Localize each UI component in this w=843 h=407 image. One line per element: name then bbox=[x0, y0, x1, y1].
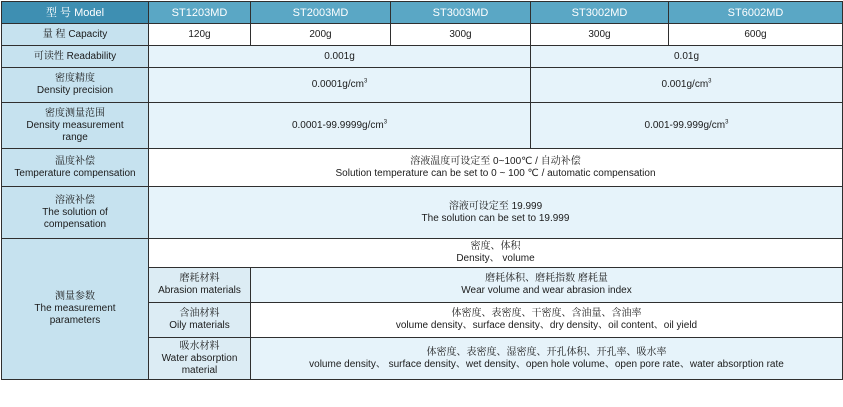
value-en: volume density、surface density、dry density、oil content、oil yield bbox=[395, 320, 698, 331]
label-en: compensation bbox=[43, 218, 107, 230]
capacity-value: 600g bbox=[669, 24, 843, 46]
capacity-value: 300g bbox=[531, 24, 669, 46]
model-cell: ST3002MD bbox=[531, 2, 669, 24]
capacity-label: 量 程 Capacity bbox=[2, 24, 149, 46]
spec-table bbox=[1, 1, 843, 380]
measurement-general-value bbox=[149, 239, 843, 268]
label-en: The measurement bbox=[34, 303, 116, 314]
solution-row bbox=[2, 187, 843, 239]
density-precision-row bbox=[2, 68, 843, 103]
measurement-label bbox=[2, 239, 149, 380]
readability-label: 可读性 Readability bbox=[2, 46, 149, 68]
density-range-value bbox=[149, 103, 531, 149]
label-en: Abrasion materials bbox=[158, 285, 241, 296]
capacity-value: 200g bbox=[251, 24, 391, 46]
label-en: range bbox=[62, 131, 88, 143]
superscript: 3 bbox=[725, 119, 729, 126]
water-absorption-label bbox=[149, 338, 251, 380]
value-cn: 磨耗体积、磨耗指数 磨耗量 bbox=[485, 273, 608, 284]
label-cn: 溶液补偿 bbox=[55, 194, 95, 206]
readability-row bbox=[2, 46, 843, 68]
value-text: 0.0001-99.9999g/cm bbox=[291, 119, 384, 131]
label-cn: 测量参数 bbox=[55, 291, 95, 302]
solution-value bbox=[149, 187, 843, 239]
capacity-value: 120g bbox=[149, 24, 251, 46]
value-en: volume density、 surface density、wet density、open hole volume、open pore rate、water absorption rate bbox=[309, 358, 784, 370]
value-cn: 溶液温度可设定至 0~100℃ / 自动补偿 bbox=[410, 155, 581, 167]
readability-value: 0.001g bbox=[149, 46, 531, 68]
superscript: 3 bbox=[363, 78, 368, 85]
model-label: 型 号 Model bbox=[2, 2, 149, 24]
superscript: 3 bbox=[708, 78, 712, 85]
density-range-label bbox=[2, 103, 149, 149]
superscript: 3 bbox=[383, 119, 388, 126]
model-row bbox=[2, 2, 843, 24]
value-en: The solution can be set to 19.999 bbox=[421, 212, 570, 224]
density-precision-value bbox=[149, 68, 531, 103]
density-precision-label bbox=[2, 68, 149, 103]
label-en: Temperature compensation bbox=[14, 167, 136, 179]
label-en: material bbox=[181, 364, 218, 376]
temperature-value bbox=[149, 149, 843, 187]
model-cell: ST6002MD bbox=[669, 2, 843, 24]
model-cell: ST2003MD bbox=[251, 2, 391, 24]
value-cn: 体密度、表密度、湿密度、开孔体积、开孔率、吸水率 bbox=[426, 346, 667, 358]
label-en: Density measurement bbox=[26, 119, 124, 131]
density-precision-value bbox=[531, 68, 843, 103]
abrasion-value bbox=[251, 268, 843, 303]
label-cn: 密度精度 bbox=[55, 73, 95, 84]
value-text: 0.001g/cm bbox=[661, 79, 709, 90]
value-cn: 溶液可设定至 19.999 bbox=[448, 200, 543, 212]
temperature-label bbox=[2, 149, 149, 187]
model-cell: ST3003MD bbox=[391, 2, 531, 24]
value-en: Solution temperature can be set to 0 ~ 100 ℃ / automatic compensation bbox=[335, 167, 656, 179]
solution-label bbox=[2, 187, 149, 239]
density-range-value bbox=[531, 103, 843, 149]
label-cn: 吸水材料 bbox=[179, 340, 220, 352]
label-cn: 温度补偿 bbox=[55, 155, 95, 167]
value-en: Wear volume and wear abrasion index bbox=[461, 285, 632, 296]
density-range-row bbox=[2, 103, 843, 149]
value-cn: 体密度、表密度、干密度、含油量、含油率 bbox=[451, 308, 642, 319]
capacity-row bbox=[2, 24, 843, 46]
label-en: Oily materials bbox=[169, 320, 230, 331]
label-en: Water absorption bbox=[161, 352, 238, 364]
label-en: The solution of bbox=[42, 206, 108, 218]
water-absorption-value bbox=[251, 338, 843, 380]
label-cn: 含油材料 bbox=[179, 308, 220, 319]
readability-value: 0.01g bbox=[531, 46, 843, 68]
capacity-value: 300g bbox=[391, 24, 531, 46]
temperature-row bbox=[2, 149, 843, 187]
abrasion-label bbox=[149, 268, 251, 303]
measurement-general-row bbox=[2, 239, 843, 268]
value-cn: 密度、体积 bbox=[470, 241, 521, 252]
oily-label bbox=[149, 303, 251, 338]
label-cn: 密度测量范围 bbox=[45, 107, 105, 119]
label-cn: 磨耗材料 bbox=[179, 273, 220, 284]
value-text: 0.0001g/cm bbox=[311, 79, 364, 90]
model-cell: ST1203MD bbox=[149, 2, 251, 24]
value-en: Density、 volume bbox=[456, 253, 535, 264]
value-text: 0.001-99.999g/cm bbox=[644, 119, 726, 131]
label-en: Density precision bbox=[36, 85, 114, 96]
label-en: parameters bbox=[49, 315, 101, 326]
oily-value bbox=[251, 303, 843, 338]
